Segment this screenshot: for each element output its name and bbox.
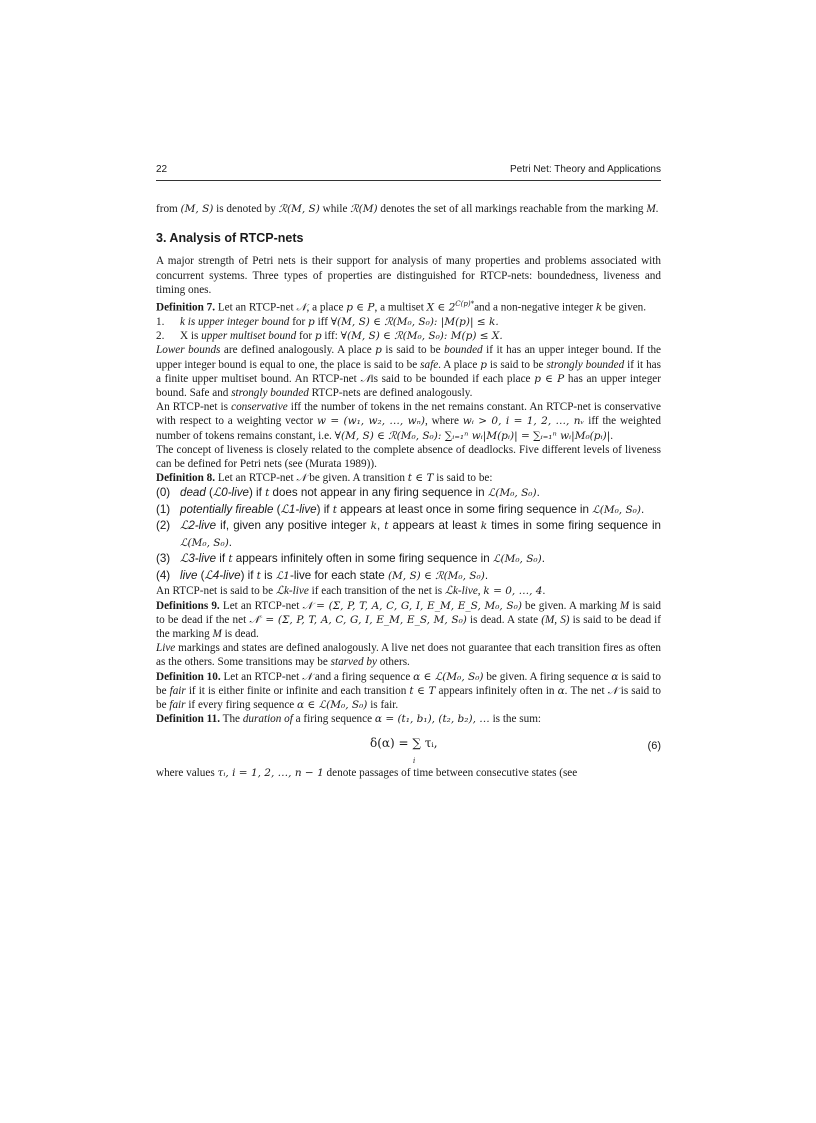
paragraph-lk-live: An RTCP-net is said to be ℒk-live if each transition of the net is ℒk-live, k = 0, …, 4. <box>156 585 546 598</box>
list-item: (0) dead (ℒ0-live) if t does not appear in any firing sequence in ℒ(M₀, S₀). <box>156 486 540 500</box>
intro-paragraph: from (M, S) is denoted by ℛ(M, S) while ℛ(M) denotes the set of all markings reachable from the marking M. <box>156 203 659 215</box>
paragraph-strength: A major strength of Petri nets is their support for analysis of many properties and problems associated with concurrent systems. Three types of properties are distinguished for RTCP-nets: boundedness, liveness and timing ones. <box>156 255 661 296</box>
definition-8: Definition 8. Let an RTCP-net 𝒩 be given. A transition t ∈ T is said to be: <box>156 472 493 485</box>
equation-formula: δ(α) = ∑ τᵢ, <box>370 736 438 751</box>
definition-9: Definitions 9. Let an RTCP-net 𝒩 = (Σ, P, T, A, C, G, I, E_M, E_S, M₀, S₀) be given. A marking M is said to be dead if the net 𝒩′ = (Σ, P, T, A, C, G, I, E_M, E_S, M, S₀) is dead. A state (M, S) is said to be dead if the marking M is dead. <box>156 599 661 640</box>
liveness-levels-list <box>156 485 661 584</box>
paragraph-liveness: The concept of liveness is closely related to the complete absence of deadlocks. Five different levels of liveness can be defined for Petri nets (see (Murata 1989)). <box>156 443 661 470</box>
running-title: Petri Net: Theory and Applications <box>509 164 661 175</box>
running-header <box>156 164 661 181</box>
definition-7: Definition 7. Let an RTCP-net 𝒩, a place p ∈ P, a multiset X ∈ $2^{C(p)*}and$ a non-negative integer k be given. <box>156 300 647 314</box>
definition-11: Definition 11. The duration of a firing sequence α = (t₁, b₁), (t₂, b₂), … is the sum: <box>156 713 542 726</box>
page-body <box>156 202 661 781</box>
equation-number: (6) <box>647 740 661 753</box>
paragraph-live-markings: Live markings and states are defined analogously. A live net does not guarantee that each transition fires as often as the others. Some transitions may be starved by others. <box>156 642 661 669</box>
list-item: (3) ℒ3-live if t appears infinitely often in some firing sequence in ℒ(M₀, S₀). <box>156 552 545 566</box>
paragraph-final: where values τᵢ, i = 1, 2, …, n − 1 denote passages of time between consecutive states (see <box>156 767 578 780</box>
equation-6 <box>156 730 661 764</box>
list-item: 2. X is upper multiset bound for p iff: ∀(M, S) ∈ ℛ(M₀, S₀): M(p) ≤ X. <box>156 330 503 343</box>
paragraph-bounds: Lower bounds are defined analogously. A place p is said to be bounded if it has an upper integer bound. If the upper integer bound is equal to one, the place is said to be safe. A place p is said to be strongly bounded if it has a finite upper multiset bound. An RTCP-net 𝒩is said to be bounded if each place p ∈ P has an upper integer bound. Safe and strongly bounded RTCP-nets are defined analogously. <box>156 344 662 399</box>
page-number: 22 <box>156 164 168 175</box>
definition-10: Definition 10. Let an RTCP-net 𝒩 and a firing sequence α ∈ ℒ(M₀, S₀) be given. A firing sequence α is said to be fair if it is either finite or infinite and each transition t ∈ T appears infinitely often in α. The net 𝒩 is said to be fair if every firing sequence α ∈ ℒ(M₀, S₀) is fair. <box>156 670 662 712</box>
paragraph-conservative: An RTCP-net is conservative iff the number of tokens in the net remains constant. An RTCP-net is conservative with respect to a weighting vector w = (w₁, w₂, …, wₙ), where wᵢ > 0, i = 1, 2, …, nᵥ iff the weighted number of tokens remains constant, i.e. ∀(M, S) ∈ ℛ(M₀, S₀): ∑ᵢ₌₁ⁿ wᵢ|M(pᵢ)| = ∑ᵢ₌₁ⁿ wᵢ|M₀(pᵢ)|. <box>156 401 661 442</box>
equation-subscript: i <box>413 757 416 766</box>
definition-7-list <box>156 315 661 343</box>
list-item: (1) potentially fireable (ℒ1-live) if t appears at least once in some firing sequence in ℒ(M₀, S₀). <box>156 502 645 516</box>
list-item: (4) live (ℒ4-live) if t is ℒ1-live for each state (M, S) ∈ ℛ(M₀, S₀). <box>156 568 489 582</box>
list-item: 1. k is upper integer bound for p iff ∀(M, S) ∈ ℛ(M₀, S₀): |M(p)| ≤ k. <box>156 315 499 328</box>
section-heading: 3. Analysis of RTCP-nets <box>156 231 304 246</box>
list-item: (2) ℒ2-live if, given any positive integer k, t appears at least k times in some firing sequence in ℒ(M₀, S₀). <box>156 519 661 549</box>
